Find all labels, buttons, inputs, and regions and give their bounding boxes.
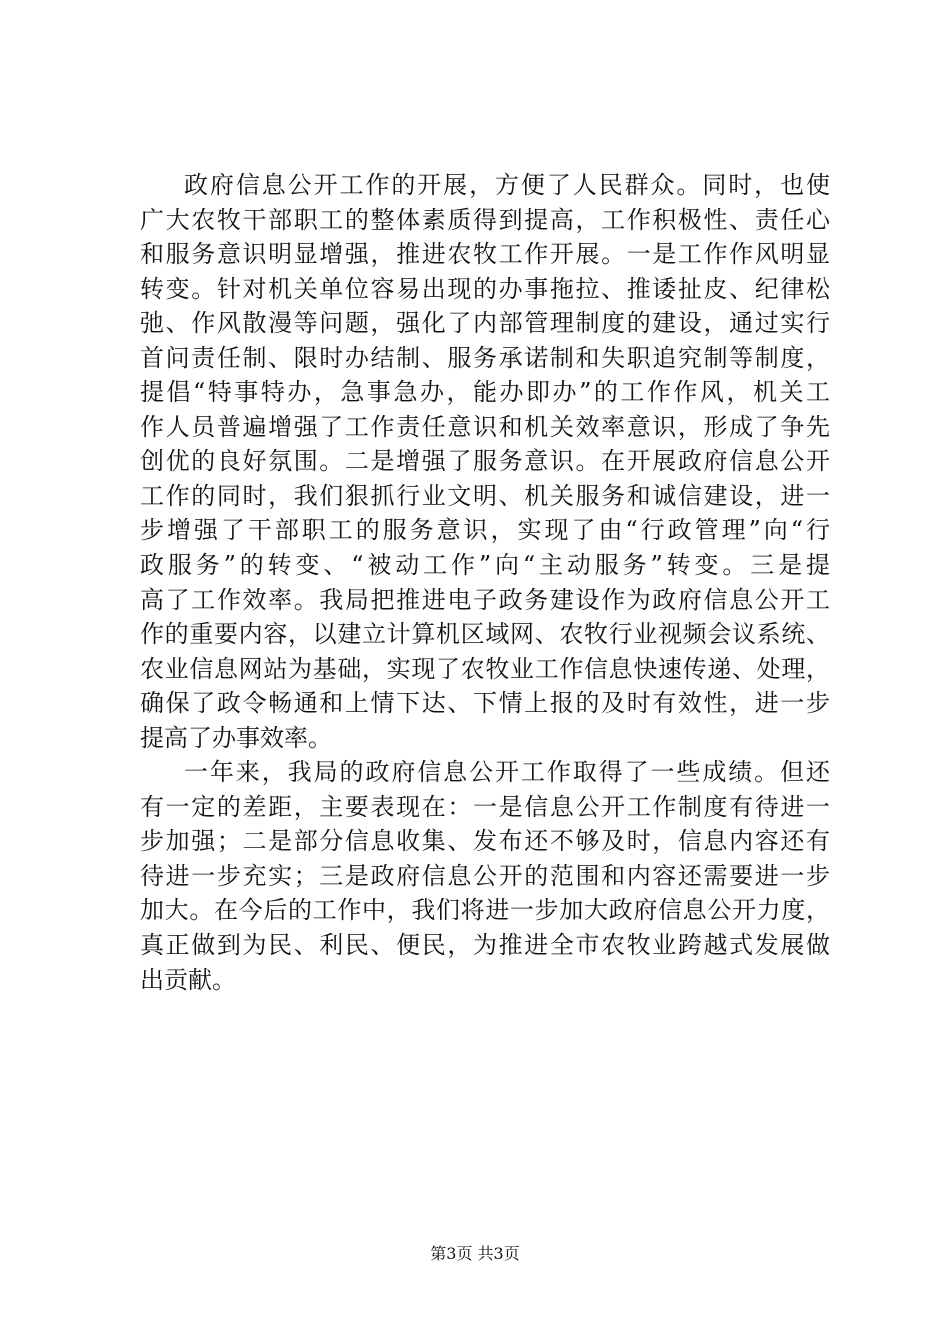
text-line: 提倡“特事特办，急事急办，能办即办”的工作作风，机关工 xyxy=(140,378,830,407)
page-footer xyxy=(0,1243,950,1265)
text-line: 出贡献。 xyxy=(140,965,236,994)
text-line: 确保了政令畅通和上情下达、下情上报的及时有效性，进一步 xyxy=(140,689,830,718)
text-line: 提高了办事效率。 xyxy=(140,723,332,752)
text-line: 步增强了干部职工的服务意识，实现了由“行政管理”向“行 xyxy=(140,516,830,545)
paragraph-1 xyxy=(140,168,830,755)
text-line: 加大。在今后的工作中，我们将进一步加大政府信息公开力度， xyxy=(140,896,830,925)
text-line: 转变。针对机关单位容易出现的办事拖拉、推诿扯皮、纪律松 xyxy=(140,274,830,303)
text-line: 农业信息网站为基础，实现了农牧业工作信息快速传递、处理， xyxy=(140,654,830,683)
text-line: 作的重要内容，以建立计算机区域网、农牧行业视频会议系统、 xyxy=(140,620,830,649)
text-line: 步加强；二是部分信息收集、发布还不够及时，信息内容还有 xyxy=(140,827,830,856)
text-line: 真正做到为民、利民、便民，为推进全市农牧业跨越式发展做 xyxy=(140,931,830,960)
text-line: 广大农牧干部职工的整体素质得到提高，工作积极性、责任心 xyxy=(140,205,830,234)
paragraph-2 xyxy=(140,755,830,997)
text-line: 政服务”的转变、“被动工作”向“主动服务”转变。三是提 xyxy=(140,551,830,580)
text-line: 工作的同时，我们狠抓行业文明、机关服务和诚信建设，进一 xyxy=(140,481,830,510)
text-line: 有一定的差距，主要表现在：一是信息公开工作制度有待进一 xyxy=(140,792,830,821)
text-line: 待进一步充实；三是政府信息公开的范围和内容还需要进一步 xyxy=(140,861,830,890)
text-line: 一年来，我局的政府信息公开工作取得了一些成绩。但还 xyxy=(184,758,830,787)
document-body xyxy=(140,168,830,997)
text-line: 首问责任制、限时办结制、服务承诺制和失职追究制等制度， xyxy=(140,343,830,372)
text-line: 政府信息公开工作的开展，方便了人民群众。同时，也使 xyxy=(184,171,830,199)
text-line: 和服务意识明显增强，推进农牧工作开展。一是工作作风明显 xyxy=(140,240,830,269)
text-line: 高了工作效率。我局把推进电子政务建设作为政府信息公开工 xyxy=(140,585,830,614)
page-number-label: 第3页 共3页 xyxy=(430,1244,520,1263)
text-line: 作人员普遍增强了工作责任意识和机关效率意识，形成了争先 xyxy=(140,412,830,441)
text-line: 创优的良好氛围。二是增强了服务意识。在开展政府信息公开 xyxy=(140,447,830,476)
text-line: 弛、作风散漫等问题，强化了内部管理制度的建设，通过实行 xyxy=(140,309,830,338)
